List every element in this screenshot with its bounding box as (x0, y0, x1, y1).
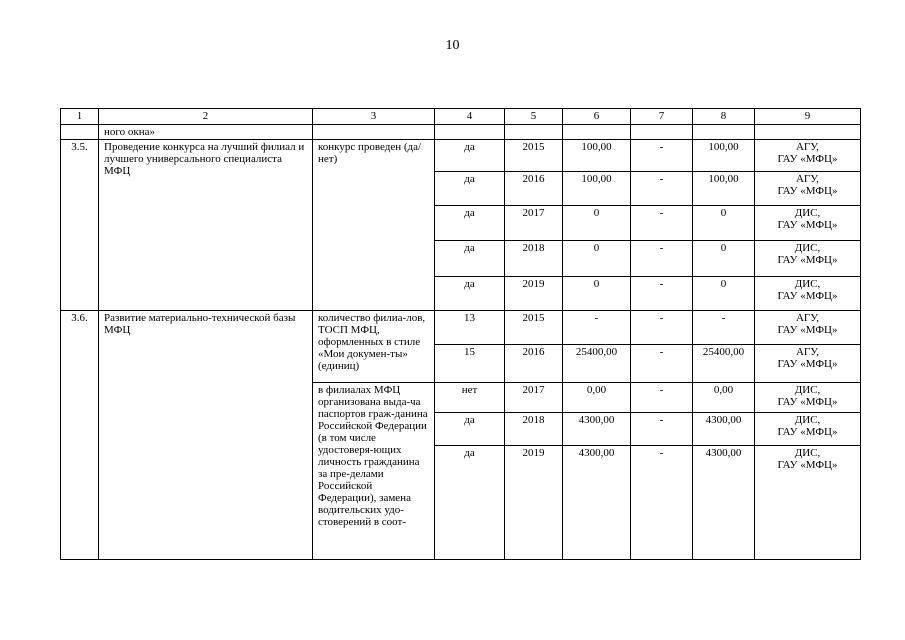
org-line: АГУ, (795, 173, 820, 185)
indicator-value: 13 (435, 311, 505, 345)
amount: 0,00 (563, 383, 631, 413)
amount-dash: - (631, 311, 693, 345)
org-line: ГАУ «МФЦ» (777, 358, 838, 370)
empty-cell (563, 125, 631, 140)
year: 2017 (505, 206, 563, 241)
amount-total: 4300,00 (693, 413, 755, 446)
indicator-value: да (435, 172, 505, 206)
item-number: 3.5. (61, 140, 99, 311)
amount-total: 0,00 (693, 383, 755, 413)
table-row (61, 140, 861, 172)
activity-name: Проведение конкурса на лучший филиал и лучшего универсального специалиста МФЦ (99, 140, 313, 311)
amount-dash: - (631, 172, 693, 206)
amount: 100,00 (563, 140, 631, 172)
org-line: ГАУ «МФЦ» (777, 426, 838, 438)
year: 2018 (505, 413, 563, 446)
amount: 0 (563, 241, 631, 277)
org-line: ГАУ «МФЦ» (777, 153, 838, 165)
amount-total: 0 (693, 241, 755, 277)
amount-dash: - (631, 413, 693, 446)
responsible-org (755, 140, 861, 172)
responsible-org (755, 277, 861, 311)
org-line: ГАУ «МФЦ» (777, 396, 838, 408)
column-number: 1 (61, 109, 99, 125)
continuation-text: ного окна» (99, 125, 313, 140)
table-row (61, 311, 861, 345)
org-line: ГАУ «МФЦ» (777, 254, 838, 266)
empty-cell (505, 125, 563, 140)
column-number: 2 (99, 109, 313, 125)
amount-dash: - (631, 383, 693, 413)
year: 2016 (505, 172, 563, 206)
indicator-value: да (435, 140, 505, 172)
continuation-row (61, 125, 861, 140)
amount: - (563, 311, 631, 345)
responsible-org (755, 206, 861, 241)
responsible-org (755, 311, 861, 345)
amount: 25400,00 (563, 345, 631, 383)
org-line: ГАУ «МФЦ» (777, 185, 838, 197)
org-line: ДИС, (794, 414, 821, 426)
year: 2015 (505, 311, 563, 345)
indicator-value: да (435, 277, 505, 311)
amount-dash: - (631, 345, 693, 383)
org-line: ГАУ «МФЦ» (777, 219, 838, 231)
indicator: в филиалах МФЦ организована выда-ча паспортов граж-данина Российской Федерации (в том числе удостоверя-ющих личность гражданина за пре-делами Российской Федерации), замена водительских удо-стоверений в соот- (313, 383, 435, 560)
org-line: ГАУ «МФЦ» (777, 290, 838, 302)
amount: 4300,00 (563, 413, 631, 446)
column-number: 5 (505, 109, 563, 125)
responsible-org (755, 172, 861, 206)
column-number: 7 (631, 109, 693, 125)
column-number: 8 (693, 109, 755, 125)
empty-cell (435, 125, 505, 140)
indicator-value: да (435, 206, 505, 241)
responsible-org (755, 446, 861, 560)
column-number-header (61, 109, 861, 125)
column-number: 9 (755, 109, 861, 125)
responsible-org (755, 383, 861, 413)
org-line: ГАУ «МФЦ» (777, 459, 838, 471)
amount-total: 0 (693, 277, 755, 311)
responsible-org (755, 345, 861, 383)
org-line: ДИС, (794, 384, 821, 396)
amount-total: 100,00 (693, 140, 755, 172)
amount-total: 25400,00 (693, 345, 755, 383)
empty-cell (631, 125, 693, 140)
empty-cell (313, 125, 435, 140)
amount: 4300,00 (563, 446, 631, 560)
org-line: АГУ, (795, 141, 820, 153)
indicator-value: да (435, 446, 505, 560)
program-table (60, 108, 861, 560)
column-number: 3 (313, 109, 435, 125)
indicator-value: да (435, 413, 505, 446)
amount-dash: - (631, 446, 693, 560)
amount: 100,00 (563, 172, 631, 206)
activity-name: Развитие материально-технической базы МФЦ (99, 311, 313, 560)
empty-cell (755, 125, 861, 140)
column-number: 4 (435, 109, 505, 125)
responsible-org (755, 241, 861, 277)
amount-total: 4300,00 (693, 446, 755, 560)
page-number: 10 (445, 38, 460, 53)
indicator-value: да (435, 241, 505, 277)
org-line: АГУ, (795, 346, 820, 358)
org-line: ДИС, (794, 447, 821, 459)
year: 2017 (505, 383, 563, 413)
year: 2016 (505, 345, 563, 383)
amount-total: 100,00 (693, 172, 755, 206)
org-line: АГУ, (795, 312, 820, 324)
item-number: 3.6. (61, 311, 99, 560)
amount: 0 (563, 277, 631, 311)
column-number: 6 (563, 109, 631, 125)
empty-cell (693, 125, 755, 140)
year: 2019 (505, 277, 563, 311)
amount-dash: - (631, 206, 693, 241)
indicator: конкурс проведен (да/ нет) (313, 140, 435, 311)
org-line: ДИС, (794, 242, 821, 254)
empty-cell (61, 125, 99, 140)
indicator-value: нет (435, 383, 505, 413)
amount-total: 0 (693, 206, 755, 241)
org-line: ДИС, (794, 278, 821, 290)
org-line: ГАУ «МФЦ» (777, 324, 838, 336)
indicator: количество филиа-лов, ТОСП МФЦ, оформленных в стиле «Мои докумен-ты» (единиц) (313, 311, 435, 383)
responsible-org (755, 413, 861, 446)
org-line: ДИС, (794, 207, 821, 219)
amount: 0 (563, 206, 631, 241)
year: 2015 (505, 140, 563, 172)
year: 2019 (505, 446, 563, 560)
amount-dash: - (631, 277, 693, 311)
indicator-value: 15 (435, 345, 505, 383)
amount-dash: - (631, 241, 693, 277)
amount-dash: - (631, 140, 693, 172)
amount-total: - (693, 311, 755, 345)
year: 2018 (505, 241, 563, 277)
